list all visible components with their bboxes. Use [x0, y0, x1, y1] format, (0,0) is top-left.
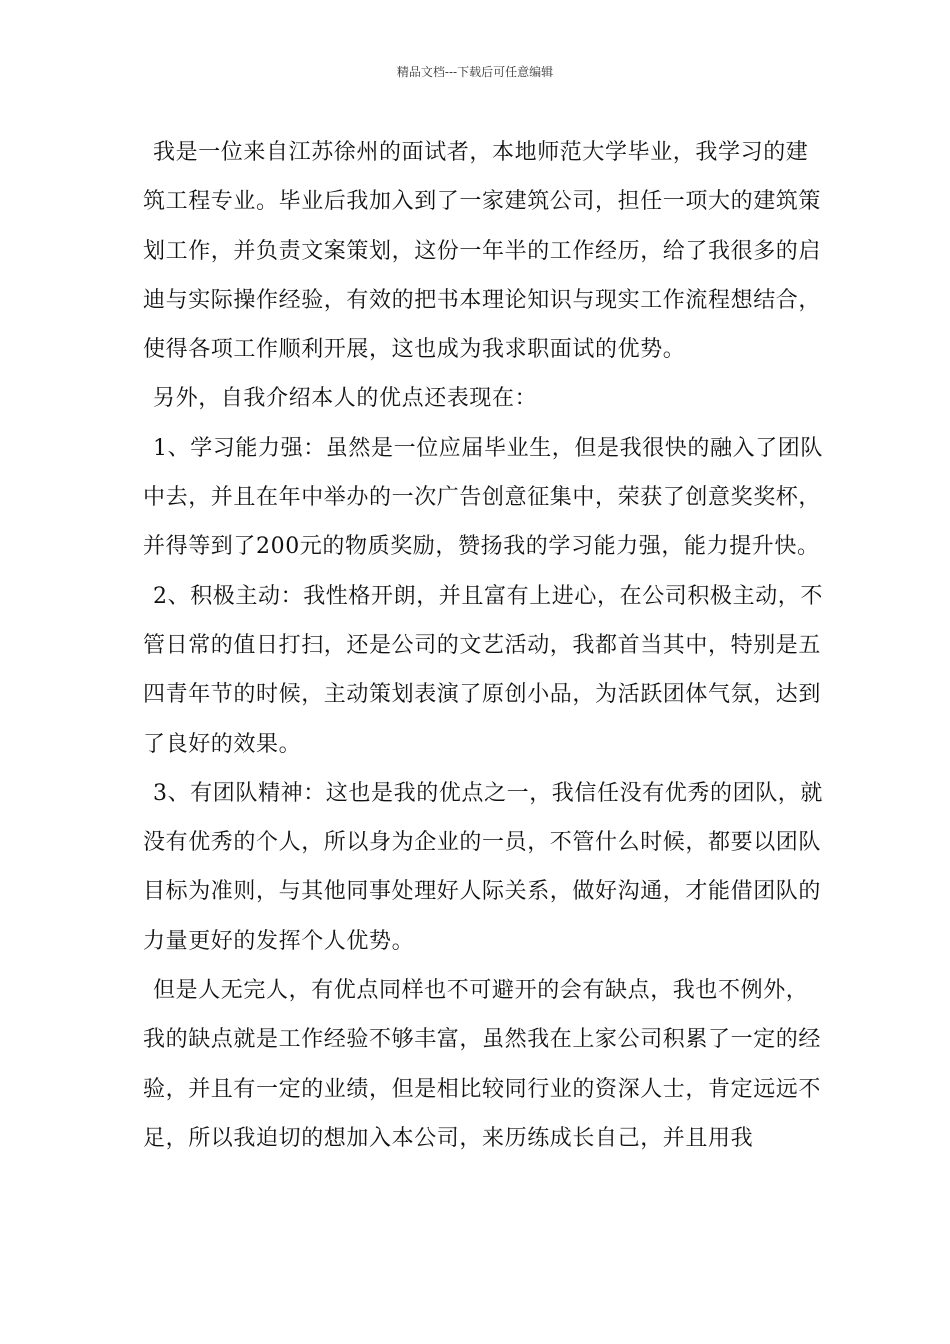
document-body: [143, 128, 823, 1163]
paragraph-strength-learning: 1、学习能力强：虽然是一位应届毕业生，但是我很快的融入了团队中去，并且在年中举办的一次广告创意征集中，荣获了创意奖奖杯，并得等到了200元的物质奖励，赞扬我的学习能力强，能力提升快。: [143, 435, 823, 560]
paragraph-strength-proactive: 2、积极主动：我性格开朗，并且富有上进心，在公司积极主动，不管日常的值日打扫，还是公司的文艺活动，我都首当其中，特别是五四青年节的时候，主动策划表演了原创小品，为活跃团体气氛，达到了良好的效果。: [143, 583, 823, 757]
paragraph-strengths-heading: 另外，自我介绍本人的优点还表现在：: [153, 386, 538, 412]
page-header: 精品文档---下载后可任意编辑: [396, 65, 554, 79]
paragraph-strength-teamwork: 3、有团队精神：这也是我的优点之一，我信任没有优秀的团队，就没有优秀的个人，所以身为企业的一员，不管什么时候，都要以团队目标为准则，与其他同事处理好人际关系，做好沟通，才能借团队的力量更好的发挥个人优势。: [143, 780, 823, 954]
paragraph-weakness: 但是人无完人，有优点同样也不可避开的会有缺点，我也不例外，我的缺点就是工作经验不够丰富，虽然我在上家公司积累了一定的经验，并且有一定的业绩，但是相比较同行业的资深人士，肯定远远不足，所以我迫切的想加入本公司，来历练成长自己，并且用我: [143, 978, 822, 1151]
paragraph-intro: 我是一位来自江苏徐州的面试者，本地师范大学毕业，我学习的建筑工程专业。毕业后我加入到了一家建筑公司，担任一项大的建筑策划工作，并负责文案策划，这份一年半的工作经历，给了我很多的启迪与实际操作经验，有效的把书本理论知识与现实工作流程想结合，使得各项工作顺利开展，这也成为我求职面试的优势。: [143, 140, 822, 363]
